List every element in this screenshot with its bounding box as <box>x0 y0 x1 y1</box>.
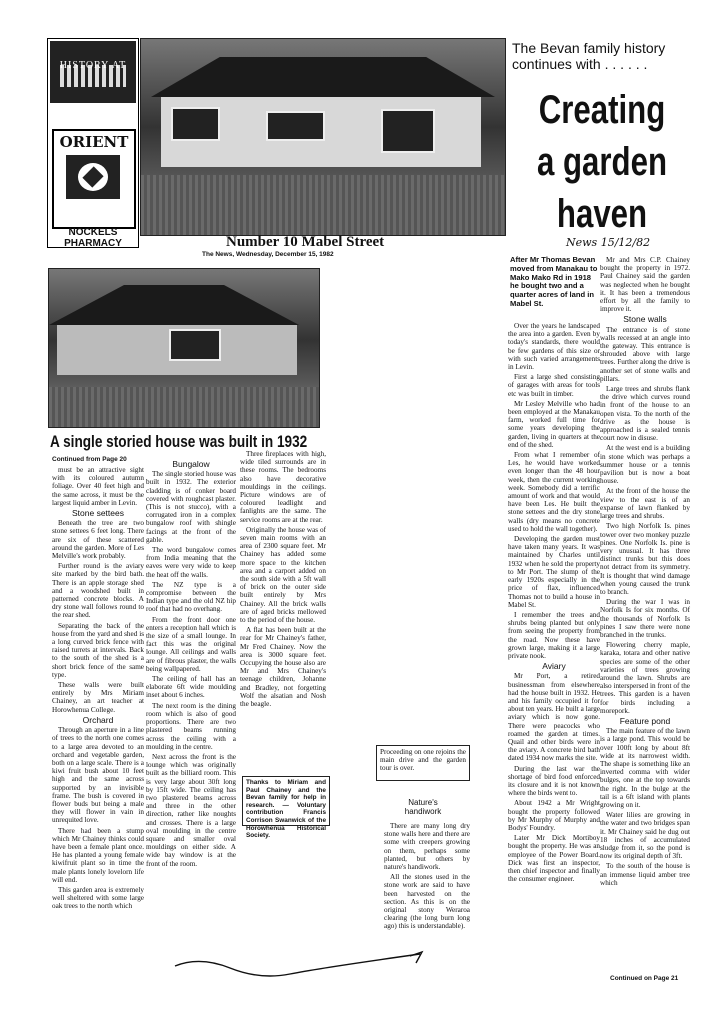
history-at-home-label: HISTORY AT HOME <box>59 60 127 113</box>
subheading: Stone settees <box>72 508 124 519</box>
paragraph: Two high Norfolk Is. pines tower over two monkey puzzle pines. One Norfolk Is. pine is very unusual. It has three distinct trunks but this does not detract from its symmetry. It is thought that wind damage when young caused the trunk to branch. <box>600 522 690 596</box>
continued-from: Continued from Page 20 <box>52 456 127 463</box>
paragraph: Over the years he landscaped the area into a garden. Even by today's standards, there would be few gardens of this size or with such varied arrangements in Levin. <box>508 322 600 372</box>
paragraph: The word bungalow comes from India meaning that the eaves were very wide to keep the heat off the walls. <box>146 546 236 579</box>
paragraph: First a large shed consisting of garages with areas for tools etc was built in timber. <box>508 373 600 398</box>
paragraph: From the front door one enters a reception hall which is the size of a small lounge. In fact this was the original lounge. All ceilings and walls are of fibrous plaster, the walls being wallpapered. <box>146 615 236 673</box>
paragraph: From what I remember of Les, he would have worked even longer than the 48 hour week, then the current working week. Somebody did a terrific amount of work and that would have been Les. He built the stone settees and the dry stone walls (dry means no concrete used to hold the wall together). <box>508 451 600 533</box>
story-headline: A single storied house was built in 1932 <box>50 432 308 451</box>
house-photo-front <box>140 38 506 236</box>
subheading: Orchard <box>82 714 114 725</box>
paragraph: Through an aperture in a line of trees to the north one comes to a large area devoted to an orchard and vegetable garden, both on a large scale. There is a kiwi fruit bush about 10 feet high and the same across supported by an invisible frame. The bush is covered in flower buds but being a male they will flower in vain in unrequited love. <box>52 726 144 825</box>
history-at-home-banner <box>50 41 136 113</box>
paragraph: The main feature of the lawn is a large pond. This would be over 100ft long by about 8ft wide at its narrowest width. The shape is something like an inverted comma with wider bulges, one at the top towards the right. In the bulge at the tail is a 6ft island with plants growing on it. <box>600 727 690 809</box>
paragraph: Separating the back of the house from the yard and shed is a long curved brick fence with raised turrets at intervals. Back to the south of the shed is a short brick fence of the same type. <box>52 621 144 679</box>
paragraph: The NZ type is a compromise between the Indian type and the old NZ hip roof that had no overhang. <box>146 580 236 614</box>
paragraph: Large trees and shrubs flank the drive which curves round in front of the house to an open vista. To the north of the drive as the house is approached is a sealed tennis court now in disuse. <box>600 385 690 443</box>
paragraph: During the war I was in Norfolk Is for six months. Of the thousands of Norfolk Is pines I saw there were none branched in the trunks. <box>600 598 690 639</box>
paragraph: At the front of the house the view to the east is of an expanse of lawn flanked by large trees and shrubs. <box>600 487 690 521</box>
main-column-b <box>600 256 690 974</box>
paragraph: must be an attractive sight with its coloured autumn foliage. Over 40 feet high and the same across, it must be the largest liquid amber in Levin. <box>52 466 144 507</box>
paragraph: To the south of the house is an immense liquid amber tree which <box>600 862 690 887</box>
subheading: Stone walls <box>623 314 667 325</box>
main-headline: Creating a garden haven <box>536 88 668 236</box>
subheading: Aviary <box>542 661 566 672</box>
series-title: The Bevan family history continues with . . . . . . <box>512 40 666 72</box>
proceeding-note <box>376 745 470 781</box>
paragraph: About 1942 a Mr Wright bought the property followed by Mr Murphy of Murphy and Bodys' Foundry. <box>508 799 600 832</box>
proceeding-text: Proceeding on one rejoins the main drive and the garden tour is over. <box>380 748 466 773</box>
paragraph: Later Mr Dick Mortiboy bought the property. He was an employee of the Power Board. Dick was first an inspector, then chief inspector and finally the consumer engineer. <box>508 834 600 884</box>
paragraph: Three fireplaces with high, wide tiled surrounds are in these rooms. The bedrooms also have decorative mouldings in the ceilings. Picture windows are of coloured leadlight and fanlights are the same. The service rooms are at the rear. <box>240 450 326 524</box>
paragraph: Developing the garden must have taken many years. It was maintained by Charles until 1932 when he sold the property to Mr Port. The slump of the early 1920s especially in the price of flax, influenced Thomas not to build a house in Mabel St. <box>508 535 600 609</box>
thanks-box <box>242 776 330 840</box>
sponsor-name: NOCKELS PHARMACY <box>64 227 122 249</box>
paragraph: All the stones used in the stone work are said to have been harvested on the section. As this is on the original stony Weraroa clearing (the long burn long ago) this is understandable). <box>384 873 470 931</box>
paragraph: Mr Lesley Melville who had been employed at the Manakau farm, worked full time for some years developing the garden, living in quarters at the end of the shed. <box>508 399 600 449</box>
paragraph: Water lilies are growing in the water and two bridges span it. Mr Chainey said he dug out 18 inches of accumulated sludge from it, so the pond is now its original depth of 3ft. <box>600 811 690 861</box>
orient-logo <box>52 129 136 229</box>
photo-caption-title: Number 10 Mabel Street <box>226 234 385 250</box>
paragraph: This garden area is extremely well sheltered with some large oak trees to the north which <box>52 885 144 911</box>
paragraph: Next across the front is the lounge which was originally built as the billiard room. This is very large about 30ft long by 15ft wide. The ceiling has two plastered beams across and three in the other direction, rather like noughts and crosses. There is a large oval moulding in the centre square and smaller oval mouldings on either side. A wide bay window is at the front of the room. <box>146 752 236 868</box>
paragraph: I remember the trees and shrubs being planted but only from seeing the property from the road. Now these have grown large, making it a large private nook. <box>508 610 600 660</box>
natures-text <box>384 822 470 952</box>
paragraph: A flat has been built at the rear for Mr Chainey's father, Mr Fred Chainey. Now the area is 3000 square feet. Occupying the house also are Mr and Mrs Chainey's teenage children, Johanne and Bradley, not forgetting Wolf the alsatian and Nosh the beagle. <box>240 626 326 709</box>
subheading: Feature pond <box>619 715 671 726</box>
sponsor-badge <box>47 38 139 248</box>
story-column-3 <box>240 450 326 770</box>
paragraph: During the last war the shortage of bird food enforced its closure and it is not known where the birds went to. <box>508 764 600 798</box>
story-column-2 <box>146 458 236 910</box>
orient-wordmark: ORIENT <box>59 133 129 151</box>
story-column-1 <box>52 466 144 982</box>
paragraph: Mr and Mrs C.P. Chainey bought the property in 1972. Paul Chainey said the garden was neglected when he bought it. It has been a tremendous effort by all the family to improve it. <box>600 256 690 314</box>
paragraph: These walls were built entirely by Mrs Miriam Chainey, an art teacher at Horowhenua College. <box>52 681 144 714</box>
orient-emblem-icon <box>66 155 120 199</box>
paragraph: Further round is the aviary site marked by the bird bath. There is an apple storage shed and a woodshed built in patterned concrete blocks. A dry stone wall follows round to the rear shed. <box>52 562 144 620</box>
photo-caption-byline: The News, Wednesday, December 15, 1982 <box>202 251 334 258</box>
paragraph: There are many long dry stone walls here and there are some with creepers growing on them, perhaps some planted, but others by nature's handiwork. <box>384 822 470 872</box>
handwritten-date: News 15/12/82 <box>566 236 651 249</box>
paragraph: At the west end is a building in stone which was perhaps a summer house or a tennis pavilion but is now a boat house. <box>600 444 690 486</box>
paragraph: The entrance is of stone walls recessed at an angle into the gateway. This entrance is shrouded above with large trees. Further along the drive is another set of stone walls and pillars. <box>600 325 690 383</box>
house-photo-side <box>48 268 320 428</box>
paragraph: The next room is the dining room which is also of good proportions. There are two plastered beams running across the ceiling with a moulding in the centre. <box>146 701 236 751</box>
arrow-doodle-icon <box>170 948 430 988</box>
subheading: Bungalow <box>172 459 210 469</box>
continued-on: Continued on Page 21 <box>610 975 679 982</box>
paragraph: There had been a stump which Mr Chainey thinks could have been a female plant once. He has planted a young female kiwifruit plant so in time the male plants lonely lovelorn life will end. <box>52 826 144 884</box>
thanks-text: Thanks to Miriam and Paul Chainey and the Bevan family for help in research. — Voluntary contribution Francis Corrison Swanwick of the Horowhenua Historical Society. <box>246 779 326 840</box>
main-intro: After Mr Thomas Bevan moved from Manakau to Mako Mako Rd in 1918 he bought two and a quarter acres of land in Mabel St. <box>510 255 598 308</box>
paragraph: Flowering cherry maple, karaka, totara and other native species are some of the other varieties of trees growing around the lawn. Shrubs are also interspersed in front of the trees. This garden is a haven for birds including a morepork. <box>600 641 690 715</box>
paragraph: Originally the house was of seven main rooms with an area of 2300 square feet. Mr Chainey has added some more space to the kitchen area and a carport added on the south side with a 5ft wall of brick on the outer side built entirely by Mrs Chainey. All the brick walls are of aged bricks mellowed to the period of the house. <box>240 525 326 625</box>
paragraph: The ceiling of hall has an elaborate 6ft wide moulding inset about 6 inches. <box>146 675 236 700</box>
main-column-a <box>508 322 600 982</box>
paragraph: Beneath the tree are two stone settees 6 feet long. There are six of these scattered around the garden. More of Les Melville's work probably. <box>52 519 144 561</box>
paragraph: The single storied house was built in 1932. The exterior cladding is of conker board covered with roughcast plaster. (This is not stucco), with a corrugated iron in a complex bungalow roof with shingle facings at the front of the gable. <box>146 470 236 544</box>
paragraph: Mr Port, a retired businessman from elsewhere had the house built in 1932. He and his family occupied it for about ten years. He built a large aviary which is now gone. There were peacocks who roamed the garden at times. Quail and other birds were in the aviary. A concrete bird bath dated 1934 now marks the site. <box>508 672 600 763</box>
natures-heading: Nature's handiwork <box>404 798 442 816</box>
